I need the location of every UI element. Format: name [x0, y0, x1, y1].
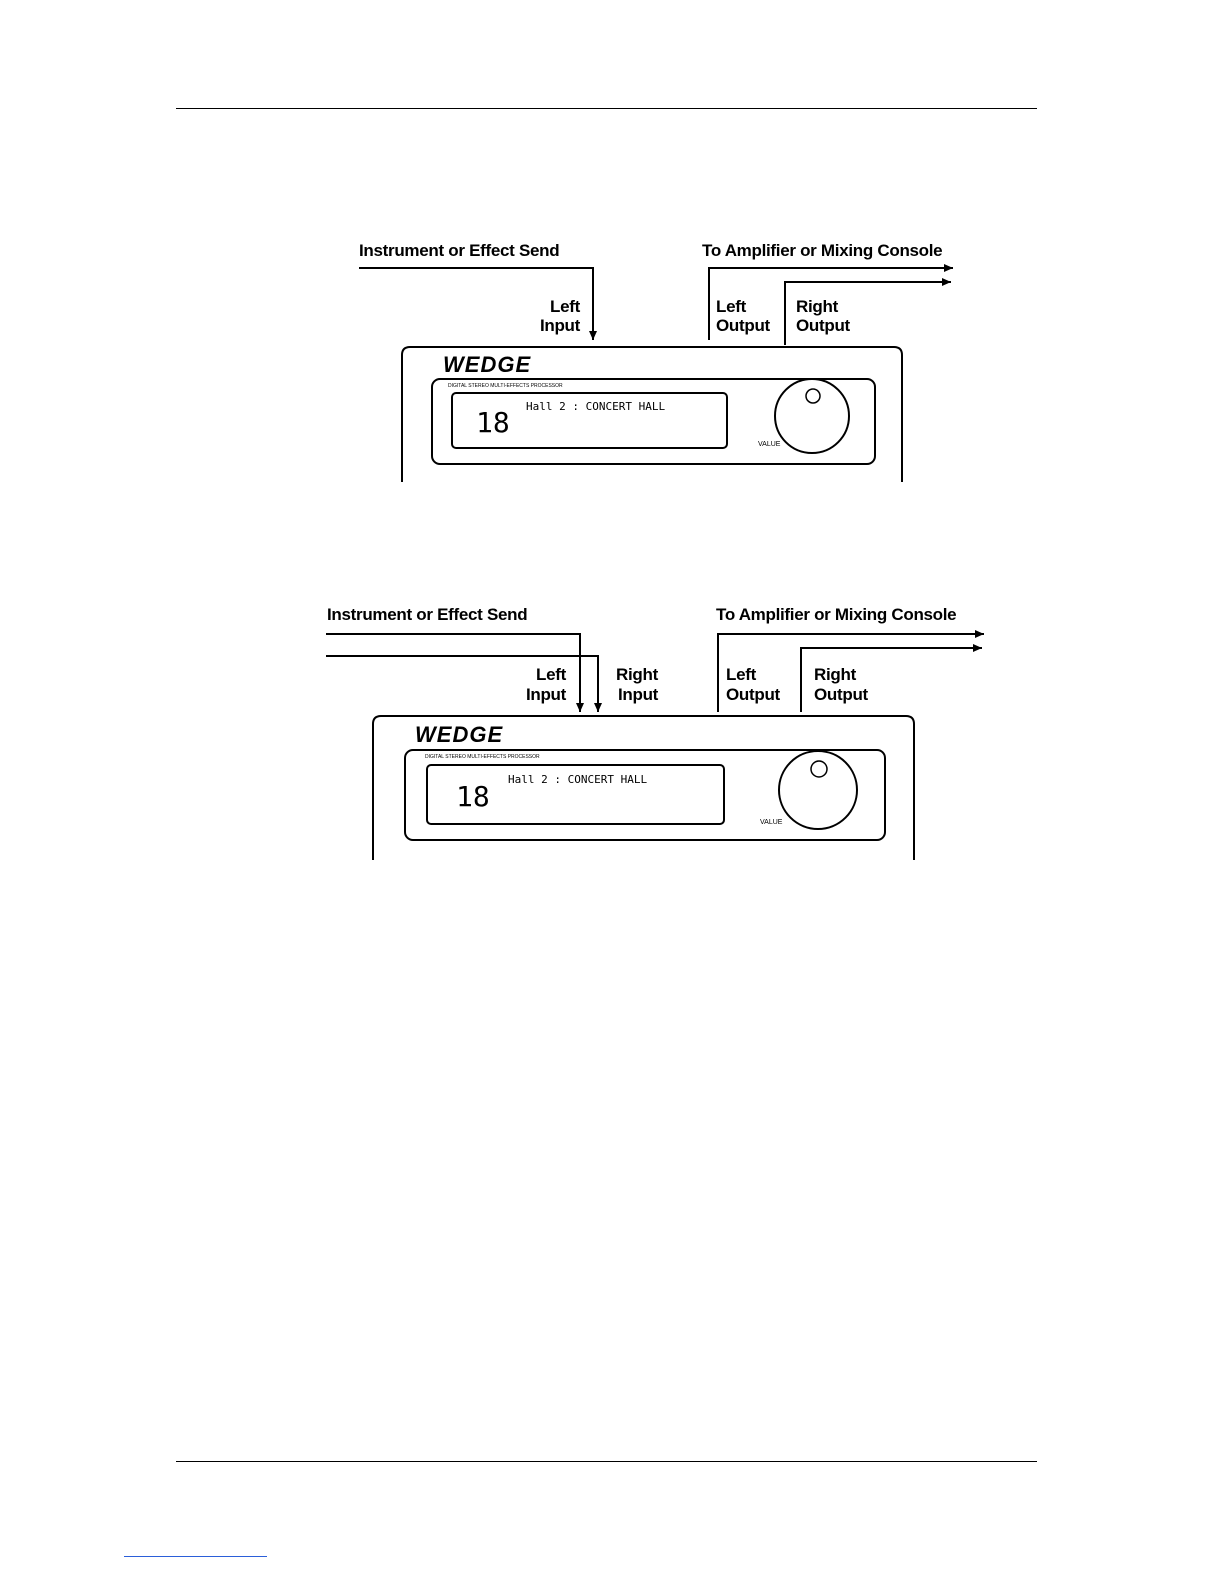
footer-rule: [176, 1461, 1037, 1462]
knob-label: VALUE: [758, 441, 781, 448]
right-output-label-line2: Output: [796, 316, 850, 335]
left-input-label-line1: Left: [536, 665, 566, 684]
destination-label: To Amplifier or Mixing Console: [702, 241, 943, 260]
display-text: Hall 2 : CONCERT HALL: [508, 773, 648, 786]
stereo-input-stereo-output-diagram: [0, 596, 1224, 866]
right-output-label-line2: Output: [814, 685, 868, 704]
right-input-label-line1: Right: [616, 665, 658, 684]
destination-label: To Amplifier or Mixing Console: [716, 605, 957, 624]
wedge-logo: WEDGE: [443, 352, 532, 377]
wedge-unit: [373, 716, 914, 860]
left-output-label-line2: Output: [716, 316, 770, 335]
left-input-label-line2: Input: [539, 316, 580, 335]
right-input-label-line2: Input: [618, 685, 659, 704]
program-number: 18: [456, 780, 490, 813]
left-input-label-line1: Left: [550, 297, 580, 316]
program-number: 18: [476, 406, 510, 439]
source-label: Instrument or Effect Send: [359, 241, 560, 260]
knob-indicator-icon: [806, 389, 820, 403]
right-output-label-line1: Right: [796, 297, 838, 316]
right-output-label-line1: Right: [814, 665, 856, 684]
source-label: Instrument or Effect Send: [327, 605, 528, 624]
knob-indicator-icon: [811, 761, 827, 777]
panel-caption: DIGITAL STEREO MULTI-EFFECTS PROCESSOR: [425, 754, 540, 760]
left-input-label-line2: Input: [525, 685, 566, 704]
mono-input-stereo-output-diagram: [0, 230, 1224, 490]
wedge-unit: [402, 347, 902, 482]
left-output-label-line1: Left: [726, 665, 756, 684]
knob-label: VALUE: [760, 819, 783, 826]
panel-caption: DIGITAL STEREO MULTI-EFFECTS PROCESSOR: [448, 383, 563, 389]
wedge-logo: WEDGE: [415, 722, 504, 747]
value-knob[interactable]: [775, 379, 849, 453]
value-knob[interactable]: [779, 751, 857, 829]
left-output-label-line2: Output: [726, 685, 780, 704]
left-output-label-line1: Left: [716, 297, 746, 316]
header-rule: [176, 108, 1037, 109]
display-text: Hall 2 : CONCERT HALL: [526, 400, 666, 413]
footnote-rule: [124, 1556, 267, 1557]
